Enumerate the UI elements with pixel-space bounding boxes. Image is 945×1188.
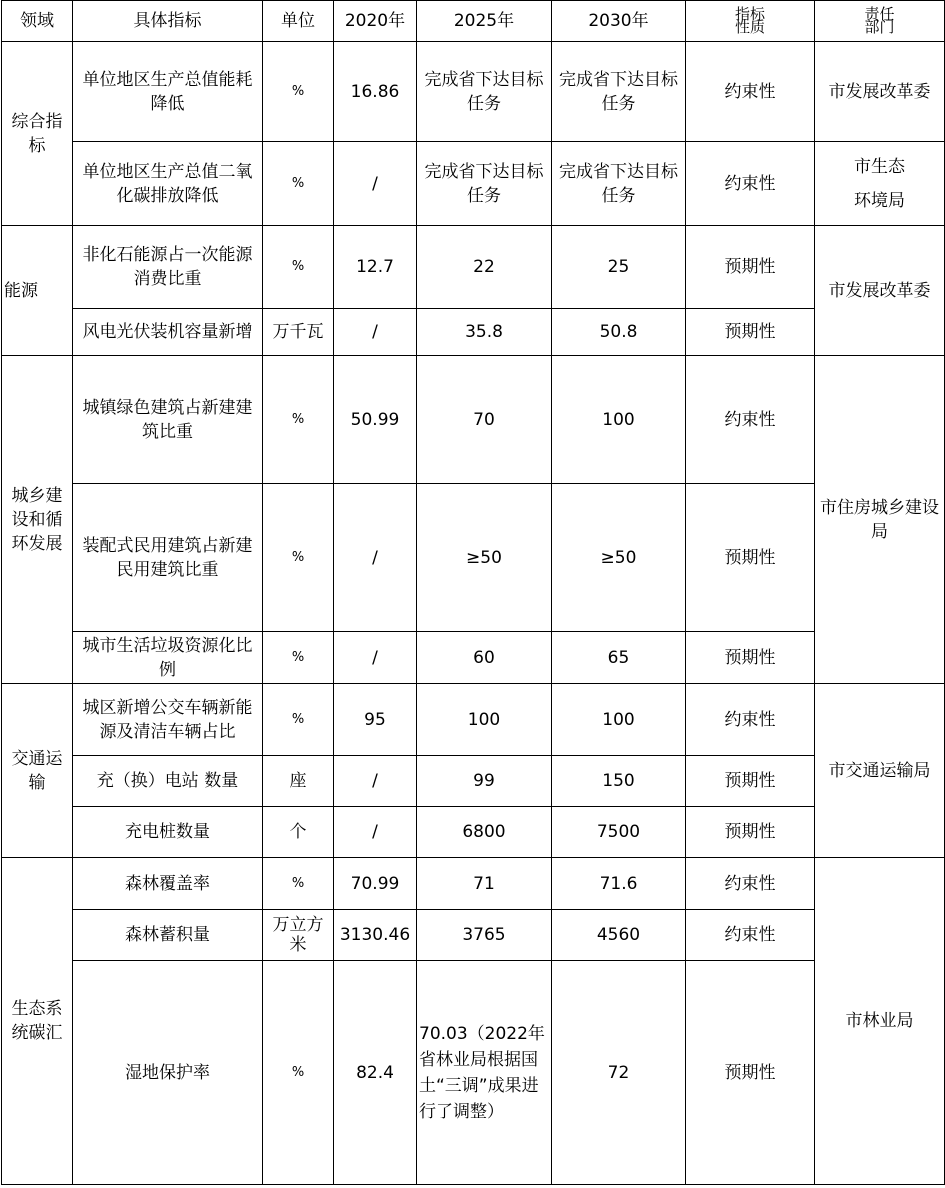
value-2020-cell: 95	[334, 684, 417, 756]
value-2020-cell: /	[334, 309, 417, 356]
value-2030-cell: 完成省下达目标任务	[552, 42, 686, 142]
value-2020-cell: 50.99	[334, 356, 417, 484]
dept-cell: 市交通运输局	[815, 684, 945, 858]
field-cell: 生态系统碳汇	[2, 858, 73, 1185]
nature-cell: 预期性	[686, 807, 815, 858]
nature-cell: 约束性	[686, 42, 815, 142]
header-dept-line1: 责任	[864, 5, 895, 23]
nature-cell: 约束性	[686, 684, 815, 756]
value-2020-cell: 70.99	[334, 858, 417, 910]
unit-cell: 个	[263, 807, 334, 858]
nature-cell: 约束性	[686, 142, 815, 226]
header-row	[2, 1, 945, 42]
nature-cell: 约束性	[686, 356, 815, 484]
value-2025-cell: 完成省下达目标任务	[417, 42, 552, 142]
unit-cell: %	[263, 632, 334, 684]
value-2030-cell: 50.8	[552, 309, 686, 356]
value-2030-cell: 7500	[552, 807, 686, 858]
value-2030-cell: 25	[552, 226, 686, 309]
dept-cell	[815, 142, 945, 226]
header-indicator: 具体指标	[73, 1, 263, 42]
value-2020-cell: /	[334, 756, 417, 807]
value-2020-cell: 12.7	[334, 226, 417, 309]
field-cell: 交通运输	[2, 684, 73, 858]
value-2030-cell: 100	[552, 356, 686, 484]
nature-cell: 预期性	[686, 961, 815, 1185]
unit-cell: %	[263, 142, 334, 226]
value-2025-cell: 71	[417, 858, 552, 910]
indicator-table	[1, 0, 945, 1185]
table-row	[2, 632, 945, 684]
indicator-cell: 非化石能源占一次能源消费比重	[73, 226, 263, 309]
table-row	[2, 684, 945, 756]
value-2030-cell: 4560	[552, 910, 686, 961]
table-row	[2, 910, 945, 961]
unit-cell: %	[263, 226, 334, 309]
dept-line2: 环境局	[854, 190, 905, 211]
unit-cell: %	[263, 42, 334, 142]
indicator-cell: 城市生活垃圾资源化比例	[73, 632, 263, 684]
header-field: 领域	[2, 1, 73, 42]
value-2025-cell: ≥50	[417, 484, 552, 632]
value-2020-cell: /	[334, 142, 417, 226]
value-2030-cell: 65	[552, 632, 686, 684]
value-2025-cell: 6800	[417, 807, 552, 858]
nature-cell: 约束性	[686, 910, 815, 961]
header-nature	[686, 1, 815, 42]
value-2030-cell: ≥50	[552, 484, 686, 632]
unit-cell: %	[263, 684, 334, 756]
unit-cell: 万立方米	[263, 910, 334, 961]
header-dept	[815, 1, 945, 42]
unit-cell: %	[263, 858, 334, 910]
nature-cell: 预期性	[686, 309, 815, 356]
table-row	[2, 356, 945, 484]
table-row	[2, 756, 945, 807]
value-2025-cell: 70	[417, 356, 552, 484]
value-2020-cell: /	[334, 632, 417, 684]
dept-cell: 市林业局	[815, 858, 945, 1185]
value-2025-cell: 3765	[417, 910, 552, 961]
value-2030-cell: 150	[552, 756, 686, 807]
table-row	[2, 309, 945, 356]
indicator-cell: 城区新增公交车辆新能源及清洁车辆占比	[73, 684, 263, 756]
header-2020: 2020年	[334, 1, 417, 42]
value-2030-cell: 100	[552, 684, 686, 756]
field-cell: 综合指标	[2, 42, 73, 226]
value-2030-cell: 71.6	[552, 858, 686, 910]
indicator-cell: 装配式民用建筑占新建民用建筑比重	[73, 484, 263, 632]
indicator-cell: 森林蓄积量	[73, 910, 263, 961]
indicator-cell: 风电光伏装机容量新增	[73, 309, 263, 356]
dept-line1: 市生态	[854, 156, 905, 177]
value-2025-cell: 22	[417, 226, 552, 309]
nature-cell: 预期性	[686, 226, 815, 309]
nature-cell: 预期性	[686, 756, 815, 807]
dept-cell: 市发展改革委	[815, 42, 945, 142]
value-2020-cell: /	[334, 807, 417, 858]
header-dept-line2: 部门	[864, 18, 895, 36]
indicator-cell: 城镇绿色建筑占新建建筑比重	[73, 356, 263, 484]
value-2020-cell: 82.4	[334, 961, 417, 1185]
unit-cell: 万千瓦	[263, 309, 334, 356]
table-row	[2, 42, 945, 142]
field-cell: 城乡建设和循环发展	[2, 356, 73, 684]
value-2025-cell: 70.03（2022年省林业局根据国土“三调”成果进行了调整）	[417, 961, 552, 1185]
table-row	[2, 858, 945, 910]
table-row	[2, 484, 945, 632]
table-row	[2, 807, 945, 858]
value-2025-cell: 60	[417, 632, 552, 684]
nature-cell: 预期性	[686, 484, 815, 632]
header-unit: 单位	[263, 1, 334, 42]
header-2030: 2030年	[552, 1, 686, 42]
nature-cell: 预期性	[686, 632, 815, 684]
value-2020-cell: 16.86	[334, 42, 417, 142]
indicator-cell: 湿地保护率	[73, 961, 263, 1185]
unit-cell: %	[263, 356, 334, 484]
dept-cell: 市住房城乡建设局	[815, 356, 945, 684]
unit-cell: 座	[263, 756, 334, 807]
table-row	[2, 142, 945, 226]
header-nature-line1: 指标	[734, 5, 765, 23]
value-2030-cell: 72	[552, 961, 686, 1185]
value-2025-cell: 完成省下达目标任务	[417, 142, 552, 226]
indicator-cell: 单位地区生产总值二氧化碳排放降低	[73, 142, 263, 226]
indicator-cell: 森林覆盖率	[73, 858, 263, 910]
header-nature-line2: 性质	[734, 18, 765, 36]
indicator-cell: 充（换）电站 数量	[73, 756, 263, 807]
table-row	[2, 961, 945, 1185]
value-2020-cell: /	[334, 484, 417, 632]
indicator-cell: 充电桩数量	[73, 807, 263, 858]
unit-cell: %	[263, 961, 334, 1185]
unit-cell: %	[263, 484, 334, 632]
value-2025-cell: 35.8	[417, 309, 552, 356]
value-2025-cell: 99	[417, 756, 552, 807]
value-2030-cell: 完成省下达目标任务	[552, 142, 686, 226]
value-2025-cell: 100	[417, 684, 552, 756]
table-row	[2, 226, 945, 309]
indicator-cell: 单位地区生产总值能耗降低	[73, 42, 263, 142]
dept-cell: 市发展改革委	[815, 226, 945, 356]
value-2020-cell: 3130.46	[334, 910, 417, 961]
header-2025: 2025年	[417, 1, 552, 42]
nature-cell: 约束性	[686, 858, 815, 910]
field-cell: 能源	[2, 226, 73, 356]
